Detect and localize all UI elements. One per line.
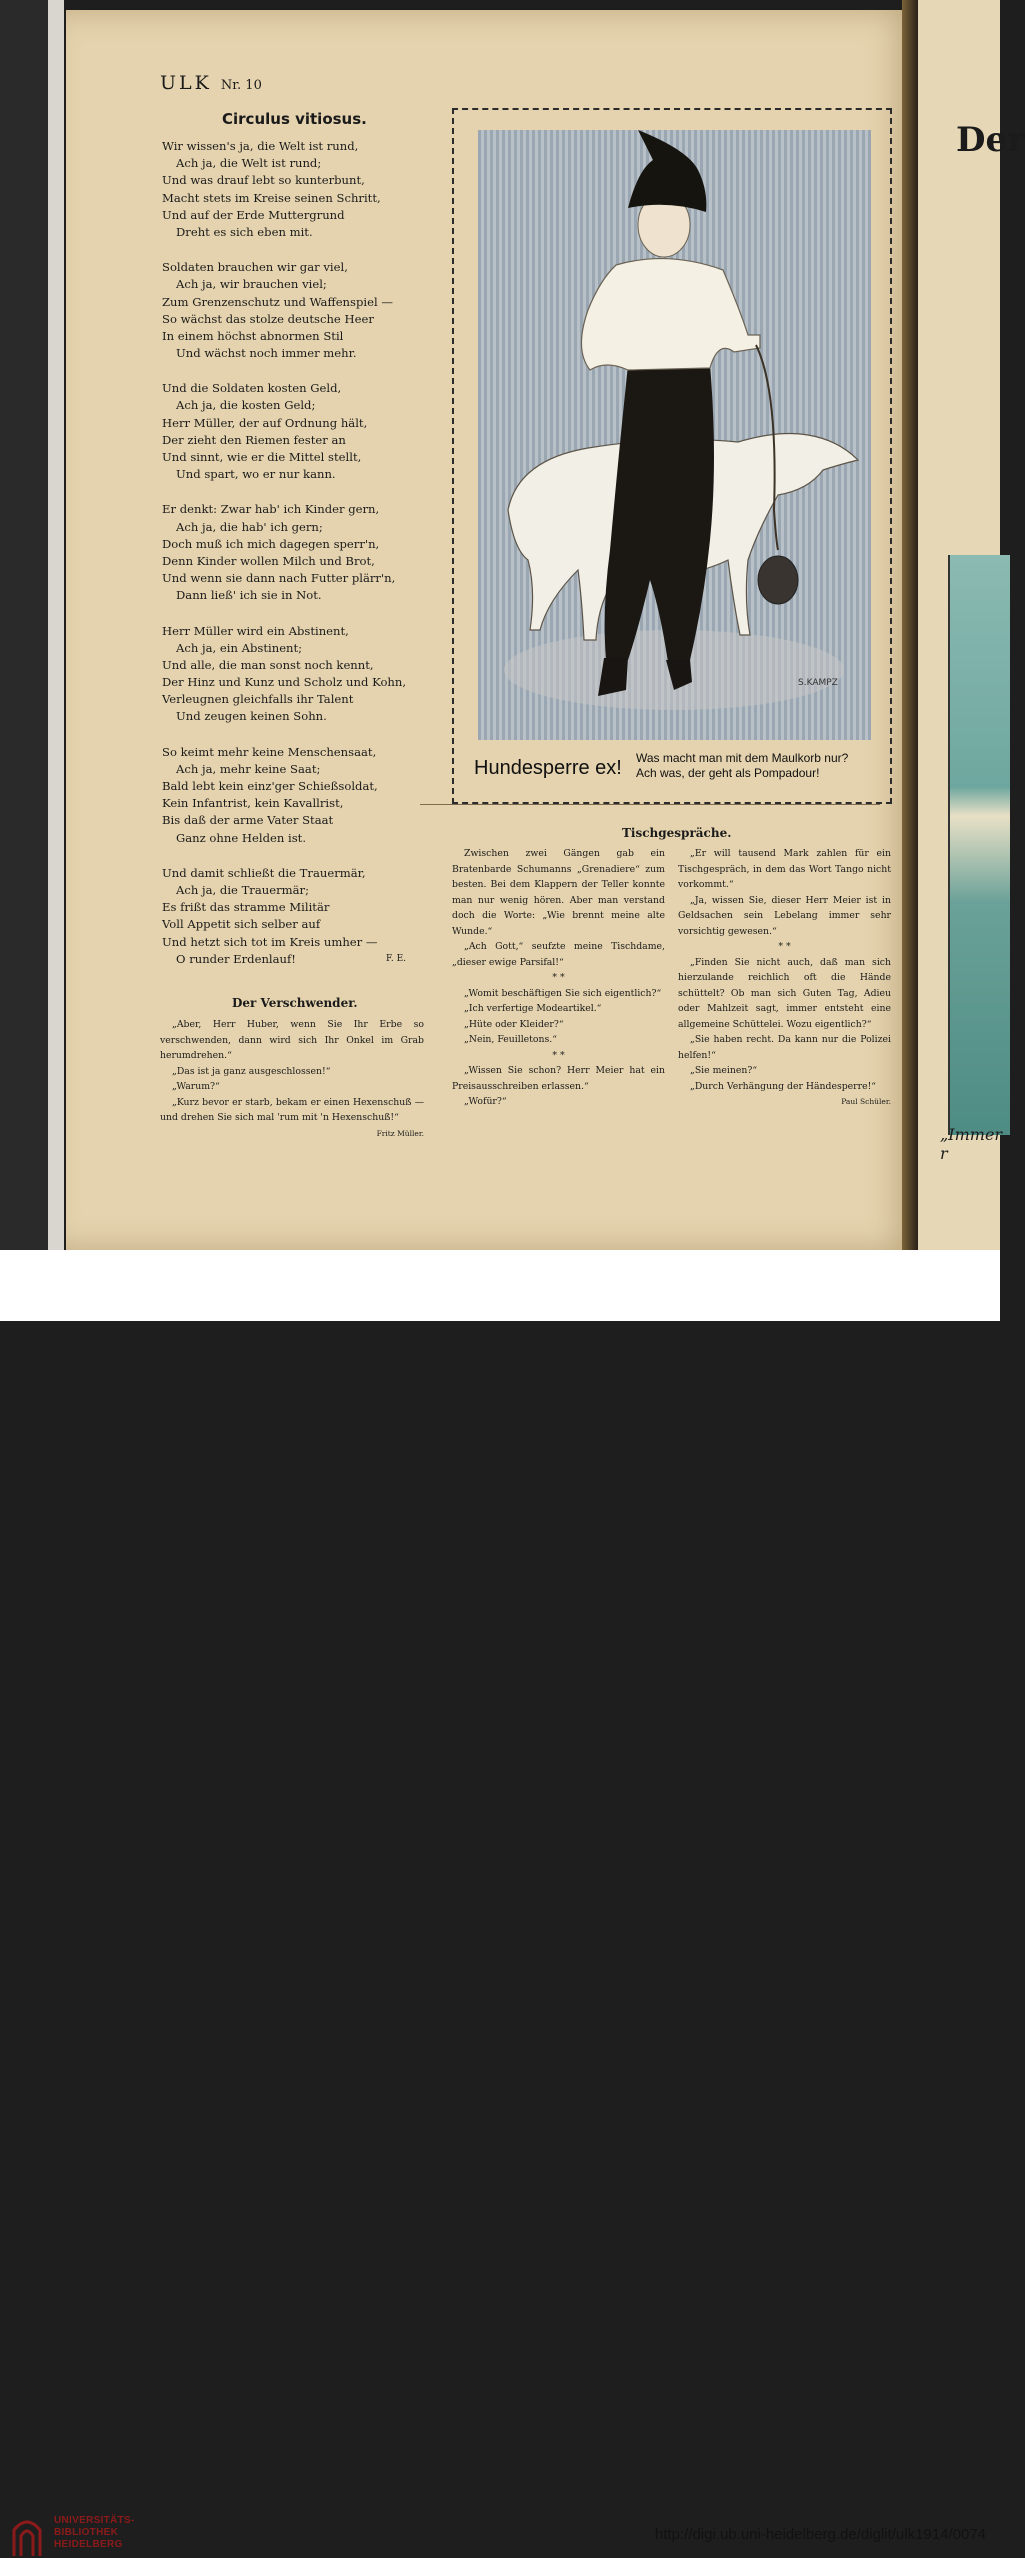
poem-line: Denn Kinder wollen Milch und Brot, [162, 553, 375, 568]
poem-line-text: O runder Erdenlauf! [176, 951, 296, 966]
logo-line-1: UNIVERSITÄTS- [54, 2515, 135, 2526]
poem-line: Der Hinz und Kunz und Scholz und Kohn, [162, 675, 407, 690]
paragraph: „Ach Gott,“ seufzte meine Tischdame, „dieser ewige Parsifal!“ [452, 941, 665, 968]
paragraph: Zwischen zwei Gängen gab ein Bratenbarde Schumanns „Grenadiere“ zum besten. Bei dem Klappern der Teller konnte man nur wenig hören. Aber man verstand doch die Worte: „Wie brennt meine alte Wunde.“ [452, 848, 665, 937]
poem-line: Voll Appetit sich selber auf [162, 917, 321, 932]
poem-line: Doch muß ich mich dagegen sperr'n, [162, 536, 380, 551]
page-gutter [902, 0, 918, 1250]
poem-stanza [162, 501, 432, 604]
poem-line: So wächst das stolze deutsche Heer [162, 311, 374, 326]
poem-line: So keimt mehr keine Menschensaat, [162, 744, 377, 759]
right-page-title: Der [956, 120, 1025, 160]
author-signature: Paul Schüler. [841, 1097, 891, 1106]
paragraph: „Sie haben recht. Da kann nur die Polizei helfen!“ [678, 1034, 891, 1061]
author-signature: Fritz Müller. [376, 1128, 424, 1138]
illustration-caption-title: Hundesperre ex! [474, 757, 622, 779]
section-divider [420, 804, 880, 805]
paragraph: „Durch Verhängung der Händesperre!“ [690, 1080, 877, 1092]
poem-stanza [162, 623, 432, 726]
poem-line: Verleugnen gleichfalls ihr Talent [162, 692, 354, 707]
paragraph: „Ich verfertige Modeartikel.“ [464, 1003, 602, 1014]
poem-title: Circulus vitiosus. [222, 110, 367, 128]
poem-line: Bald lebt kein einz'ger Schießsoldat, [162, 779, 378, 793]
poem-line: Und zeugen keinen Sohn. [176, 709, 327, 724]
artist-signature: S.KAMPZ [798, 678, 838, 688]
tischgespraeche-column-1 [452, 846, 665, 1110]
poem-line: Herr Müller, der auf Ordnung hält, [162, 415, 368, 430]
poem-line: Der zieht den Riemen fester an [162, 432, 346, 447]
paragraph: „Er will tausend Mark zahlen für ein Tischgespräch, in dem das Wort Tango nicht vorkommt.“ [678, 848, 891, 890]
poem-line: Herr Müller wird ein Abstinent, [162, 623, 349, 638]
poem-line: In einem höchst abnormen Stil [162, 328, 344, 343]
caption-verse-line-1: Was macht man mit dem Maulkorb nur? [636, 751, 849, 765]
poem-line: Macht stets im Kreise seinen Schritt, [162, 190, 381, 205]
logo-line-3: HEIDELBERG [54, 2539, 123, 2550]
poem-line: Soldaten brauchen wir gar viel, [162, 260, 348, 275]
poem-signature: F. E. [386, 953, 406, 964]
tischgespraeche-title: Tischgespräche. [622, 826, 732, 840]
paragraph: „Nein, Feuilletons.“ [464, 1034, 557, 1045]
poem-line: Dann ließ' ich sie in Not. [176, 588, 322, 603]
poem-stanza [162, 138, 432, 241]
poem-line: Ach ja, die Welt ist rund; [176, 156, 322, 171]
caption-verse-line-2: Ach was, der geht als Pompadour! [636, 766, 820, 780]
paragraph: „Ja, wissen Sie, dieser Herr Meier ist in Geldsachen sein Lebelang immer sehr vorsichtig gewesen.“ [678, 894, 891, 937]
poem-line: Ach ja, wir brauchen viel; [176, 277, 327, 292]
paragraph: „Wissen Sie schon? Herr Meier hat ein Preisausschreiben erlassen.“ [452, 1065, 665, 1092]
poem-line: Und alle, die man sonst noch kennt, [162, 657, 374, 672]
poem-line: Und damit schließt die Trauermär, [162, 865, 366, 880]
poem-line: Und auf der Erde Muttergrund [162, 207, 345, 222]
poem-line: Kein Infantrist, kein Kavallrist, [162, 796, 344, 811]
poem-stanza [162, 744, 432, 847]
poem-line: Und wenn sie dann nach Futter plärr'n, [162, 571, 396, 586]
illustration-caption-verse [636, 751, 848, 781]
paragraph: „Das ist ja ganz ausgeschlossen!“ [172, 1065, 331, 1077]
paragraph: „Womit beschäftigen Sie sich eigentlich?“ [464, 987, 662, 999]
paragraph: „Aber, Herr Huber, wenn Sie Ihr Erbe so verschwenden, dann wird sich Ihr Onkel im Grab herumdrehen.“ [160, 1019, 424, 1061]
poem-line: Ach ja, die kosten Geld; [176, 398, 316, 413]
poem-line: Und sinnt, wie er die Mittel stellt, [162, 450, 362, 464]
university-library-logo-icon [12, 2512, 42, 2558]
logo-line-2: BIBLIOTHEK [54, 2527, 119, 2538]
poem-body [162, 138, 432, 986]
paragraph: „Warum?“ [172, 1081, 220, 1092]
poem-line: Wir wissen's ja, die Welt ist rund, [162, 139, 359, 153]
paragraph: * * [778, 941, 791, 952]
paragraph: * * [552, 1049, 565, 1061]
magazine-name: ULK [160, 72, 212, 94]
right-page-caption: „Immer r [940, 1125, 1003, 1163]
poem-line: Bis daß der arme Vater Staat [162, 813, 334, 828]
poem-line: Und wächst noch immer mehr. [176, 346, 357, 361]
poem-line: Zum Grenzenschutz und Waffenspiel — [162, 294, 393, 309]
poem-line: Es frißt das stramme Militär [162, 900, 330, 915]
poem-stanza [162, 259, 432, 362]
poem-line: Ach ja, die Trauermär; [176, 882, 309, 897]
poem-line: Ach ja, die hab' ich gern; [176, 519, 323, 534]
verschwender-text [160, 1017, 424, 1141]
paragraph: * * [552, 972, 565, 983]
poem-line: Und die Soldaten kosten Geld, [162, 381, 342, 396]
poem-line [162, 951, 406, 968]
issue-number: Nr. 10 [220, 78, 262, 93]
poem-stanza [162, 865, 432, 968]
library-logo-text [54, 2515, 135, 2551]
paragraph: „Sie meinen?“ [690, 1065, 758, 1076]
woman-with-dog-drawing [478, 130, 871, 740]
paragraph: „Wofür?“ [464, 1096, 507, 1107]
verschwender-title: Der Verschwender. [232, 996, 358, 1010]
right-page-illustration [948, 555, 1010, 1135]
poem-line: Ach ja, ein Abstinent; [176, 640, 303, 655]
page-header [160, 72, 262, 94]
tischgespraeche-column-2 [678, 846, 891, 1110]
footer-bar [0, 1250, 1000, 2550]
paragraph: „Hüte oder Kleider?“ [464, 1018, 564, 1030]
source-url-link[interactable]: http://digi.ub.uni-heidelberg.de/diglit/ulk1914/0074 [654, 2526, 986, 2543]
right-page [918, 0, 1025, 1250]
poem-line: Und was drauf lebt so kunterbunt, [162, 173, 365, 188]
poem-line: Ganz ohne Helden ist. [176, 830, 307, 845]
paragraph: „Finden Sie nicht auch, daß man sich hierzulande reichlich oft die Hände schüttelt? Ob man sich Guten Tag, Adieu oder Mahlzeit sagt, immer entsteht eine allgemeine Schüttelei. Wozu eigentlich?“ [678, 956, 891, 1030]
poem-line: Er denkt: Zwar hab' ich Kinder gern, [162, 502, 380, 517]
poem-line: Und spart, wo er nur kann. [176, 467, 336, 482]
poem-line: Und hetzt sich tot im Kreis umher — [162, 934, 378, 949]
poem-line: Dreht es sich eben mit. [176, 224, 313, 239]
poem-stanza [162, 380, 432, 483]
paragraph: „Kurz bevor er starb, bekam er einen Hexenschuß — und drehen Sie sich mal 'rum mit 'n Hexenschuß!“ [160, 1096, 424, 1123]
illustration [478, 130, 871, 740]
spine-strip [48, 0, 64, 1250]
poem-line: Ach ja, mehr keine Saat; [176, 761, 321, 776]
